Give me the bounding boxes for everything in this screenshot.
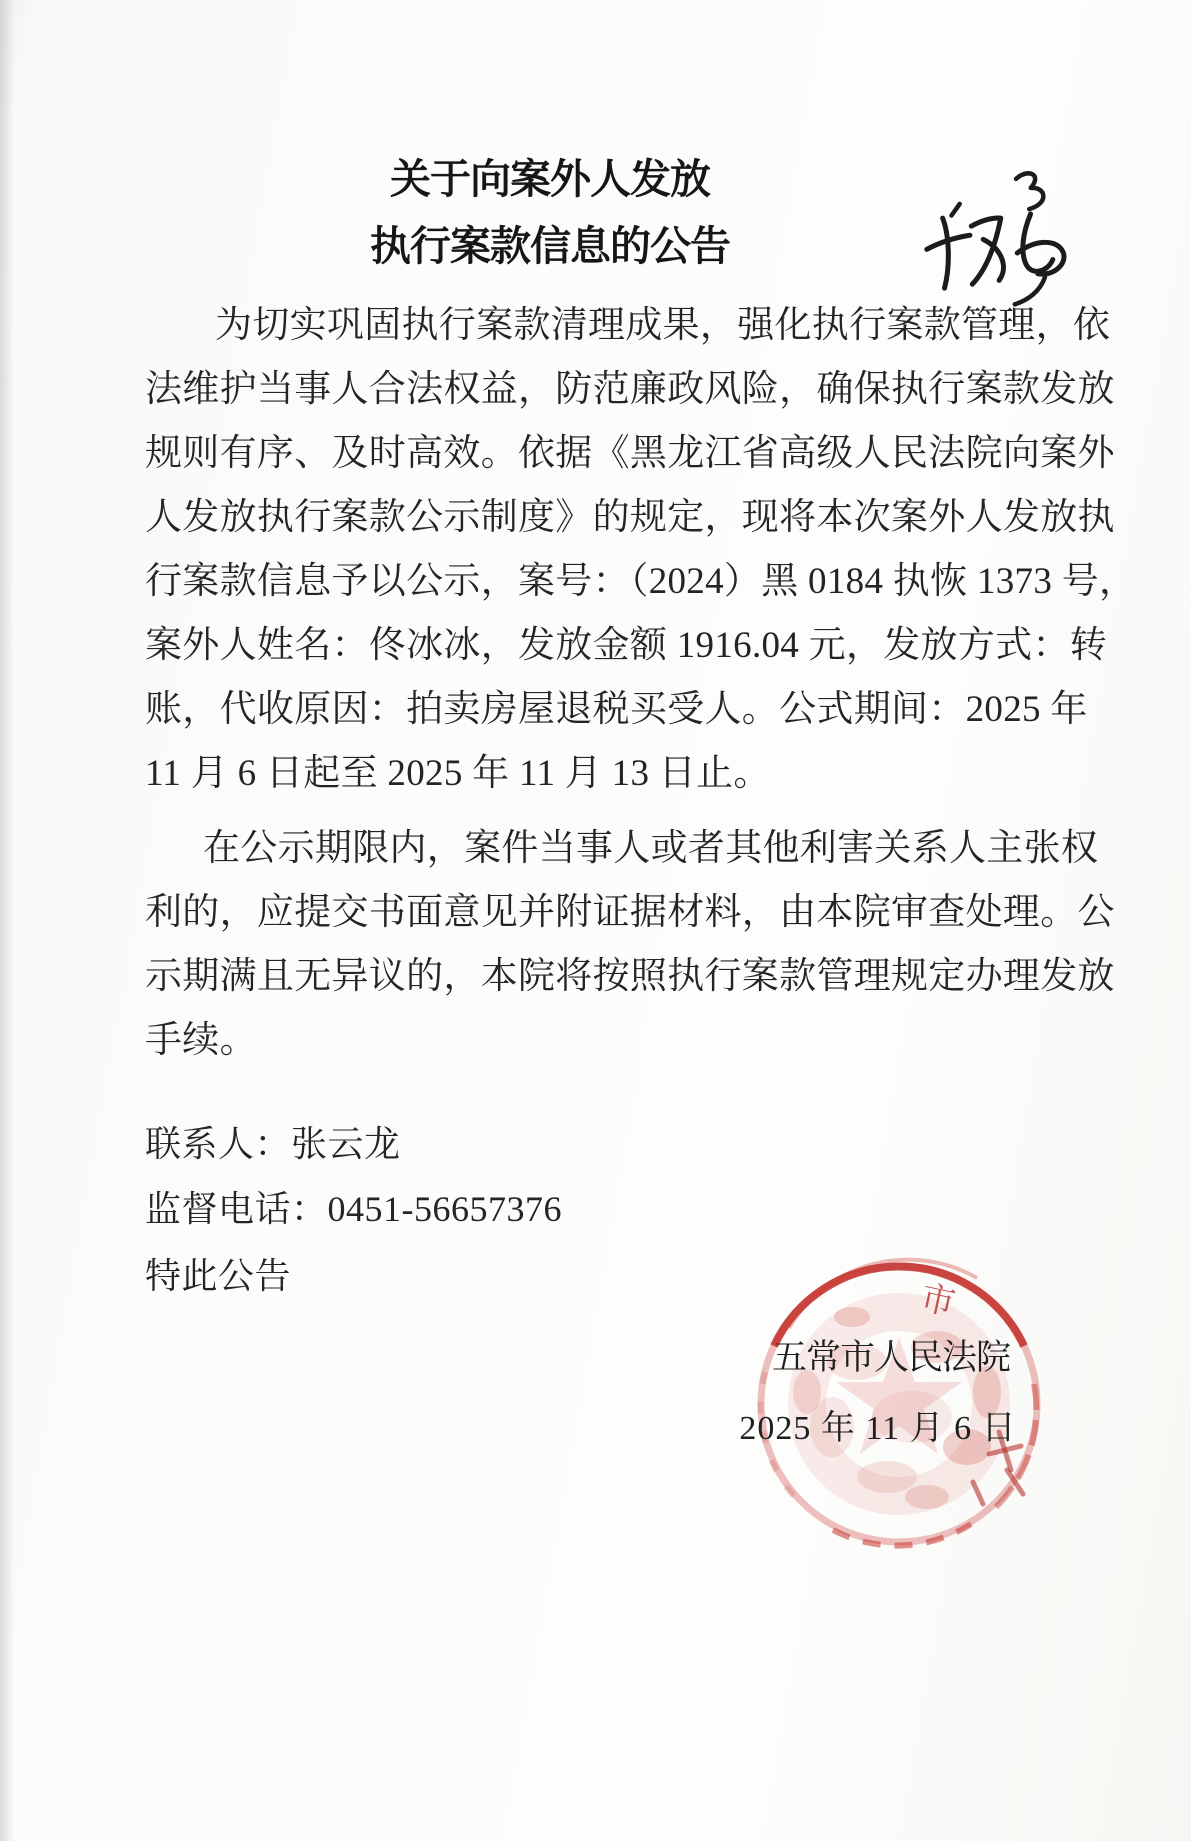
body-line: 法维护当事人合法权益，防范廉政风险，确保执行案款发放 (145, 369, 1115, 410)
contact-phone: 监督电话：0451-56657376 (145, 1189, 562, 1229)
body-line: 示期满且无异议的，本院将按照执行案款管理规定办理发放 (145, 956, 1115, 997)
title-line-1: 关于向案外人发放 (390, 156, 710, 202)
issuer-date: 2025 年 11 月 6 日 (739, 1410, 1017, 1447)
seal-ring-character: 市 (917, 1279, 959, 1323)
body-line: 利的，应提交书面意见并附证据材料，由本院审查处理。公 (145, 892, 1115, 933)
body-line: 11 月 6 日起至 2025 年 11 月 13 日止。 (145, 753, 771, 794)
page-title (60, 146, 1040, 280)
title-line-2: 执行案款信息的公告 (370, 223, 730, 269)
closing-notice: 特此公告 (145, 1256, 292, 1296)
issuer-court: 五常市人民法院 (771, 1338, 1010, 1377)
body-line: 案外人姓名：佟冰冰，发放金额 1916.04 元，发放方式：转 (145, 625, 1108, 666)
body-line: 规则有序、及时高效。依据《黑龙江省高级人民法院向案外 (145, 433, 1115, 474)
body-line: 行案款信息予以公示，案号：（2024）黑 0184 执恢 1373 号， (145, 561, 1137, 602)
body-line: 为切实巩固执行案款清理成果，强化执行案款管理，依 (215, 305, 1111, 346)
contact-person: 联系人：张云龙 (145, 1124, 401, 1164)
body-line: 在公示期限内，案件当事人或者其他利害关系人主张权 (203, 828, 1099, 869)
body-line: 手续。 (145, 1020, 257, 1061)
body-line: 人发放执行案款公示制度》的规定，现将本次案外人发放执 (145, 497, 1115, 538)
handwritten-signature (915, 152, 1090, 318)
scan-edge-shadow (0, 0, 14, 1841)
body-line: 账，代收原因：拍卖房屋退税买受人。公式期间：2025 年 (145, 689, 1088, 730)
